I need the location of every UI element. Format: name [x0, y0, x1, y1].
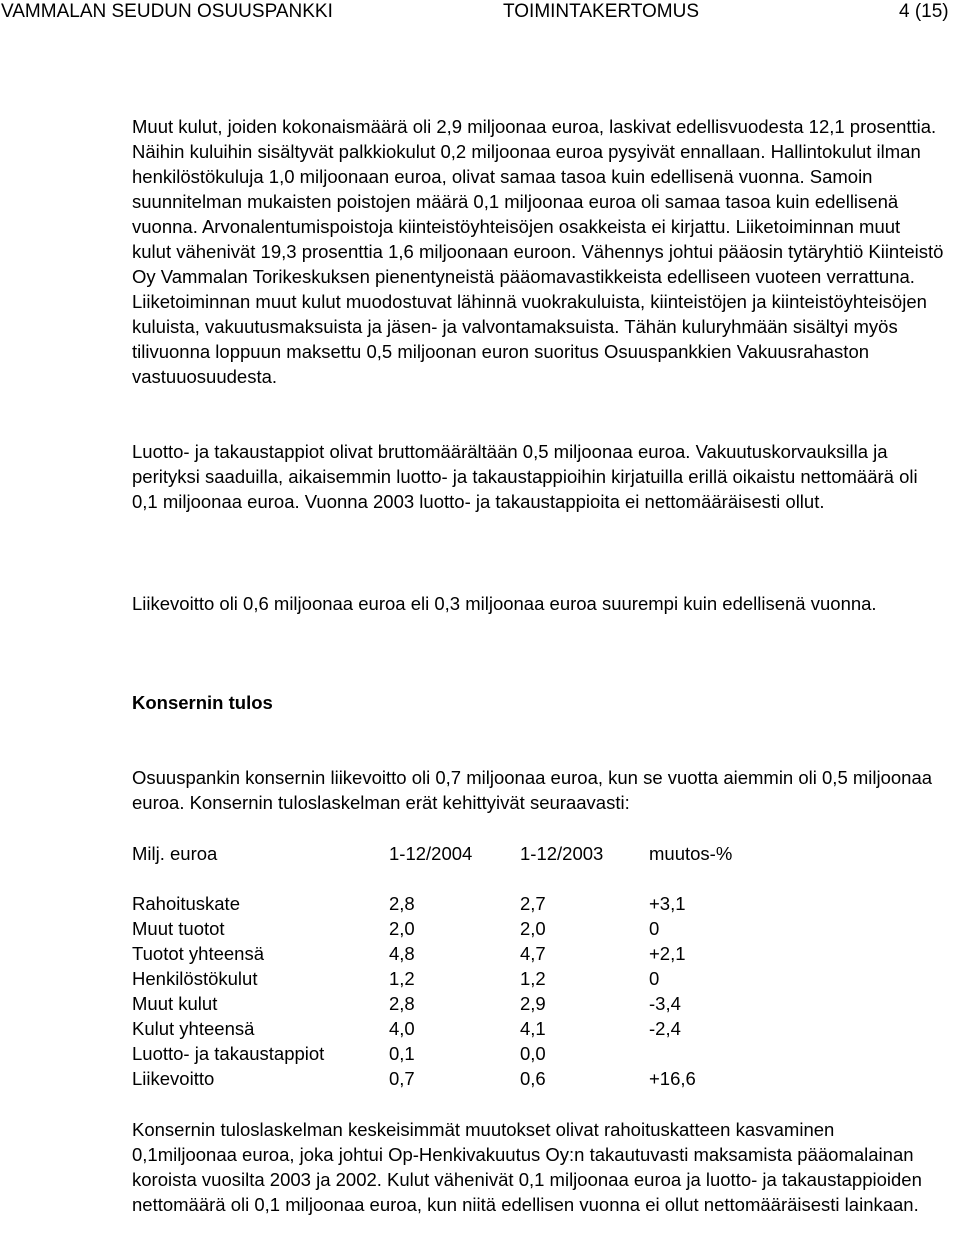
paragraph-group-changes: Konsernin tuloslaskelman keskeisimmät muutokset olivat rahoituskatteen kasvaminen 0,1miljoonaa euroa, joka johtui Op-Henkivakuutus Oy:n takautuvasti maksamista pääomalainan koroista vuosilta 2003 ja 2002. Kulut vähenivät 0,1 miljoonaa euroa ja luotto- ja takaustappioiden nettomäärä oli 0,1 miljoonaa euroa, kun niitä edellisen vuonna ei ollut nettomääräisesti lainkaan. — [132, 1119, 922, 1215]
table-cell: 2,8 — [389, 993, 415, 1014]
table-header-cell: 1-12/2003 — [520, 843, 604, 864]
paragraph-operating-profit: Liikevoitto oli 0,6 miljoonaa euroa eli 0,3 miljoonaa euroa suurempi kuin edellisenä vuonna. — [132, 593, 877, 614]
paragraph-credit-losses: Luotto- ja takaustappiot olivat bruttomäärältään 0,5 miljoonaa euroa. Vakuutuskorvauksilla ja perityksi saaduilla, aikaisemmin luotto- ja takaustappioihin kirjatuilla erillä oikaistu nettomäärä oli 0,1 miljoonaa euroa. Vuonna 2003 luotto- ja takaustappioita ei nettomääräisesti ollut. — [132, 441, 918, 512]
table-header-cell: Milj. euroa — [132, 843, 218, 864]
table-cell: 0,1 — [389, 1043, 415, 1064]
table-cell: 0 — [649, 968, 660, 989]
page-header — [0, 0, 960, 24]
table-cell: +3,1 — [649, 893, 686, 914]
table-cell: 2,0 — [389, 918, 415, 939]
table-cell: +16,6 — [649, 1068, 696, 1089]
table-cell: 4,1 — [520, 1018, 546, 1039]
table-cell: Luotto- ja takaustappiot — [132, 1043, 325, 1064]
table-cell: 1,2 — [389, 968, 415, 989]
table-cell: Kulut yhteensä — [132, 1018, 255, 1039]
table-cell: -2,4 — [649, 1018, 681, 1039]
table-cell: 2,0 — [520, 918, 546, 939]
table-cell: 0,7 — [389, 1068, 415, 1089]
table-cell: 2,7 — [520, 893, 546, 914]
table-cell: Liikevoitto — [132, 1068, 215, 1089]
table-cell: 0 — [649, 918, 660, 939]
company-name: VAMMALAN SEUDUN OSUUSPANKKI — [1, 1, 333, 22]
table-cell: 0,6 — [520, 1068, 546, 1089]
table-header-cell: 1-12/2004 — [389, 843, 473, 864]
document-title: TOIMINTAKERTOMUS — [503, 1, 700, 22]
section-heading: Konsernin tulos — [132, 692, 273, 713]
table-cell: 4,8 — [389, 943, 415, 964]
table-cell: -3,4 — [649, 993, 681, 1014]
table-cell: 2,9 — [520, 993, 546, 1014]
table-cell: Muut tuotot — [132, 918, 225, 939]
table-cell: 0,0 — [520, 1043, 546, 1064]
table-cell: 1,2 — [520, 968, 546, 989]
page-number: 4 (15) — [899, 1, 949, 22]
table-cell: Henkilöstökulut — [132, 968, 258, 989]
table-cell: Rahoituskate — [132, 893, 240, 914]
table-header-cell: muutos-% — [649, 843, 733, 864]
paragraph-other-expenses: Muut kulut, joiden kokonaismäärä oli 2,9 miljoonaa euroa, laskivat edellisvuodesta 12,1 prosenttia. Näihin kuluihin sisältyvät palkkiokulut 0,2 miljoonaa euroa pysyivät ennallaan. Hallintokulut ilman henkilöstökuluja 1,0 miljoonaan euroa, olivat samaa tasoa kuin edellisenä vuonna. Samoin suunnitelman mukaisten poistojen määrä 0,1 miljoonaa euroa oli samaa tasoa kuin edellisenä vuonna. Arvonalentumispoistoja kiinteistöyhteisöjen osakkeista ei kirjattu. Liiketoiminnan muut kulut vähenivät 19,3 prosenttia 1,6 miljoonaan euroon. Vähennys johtui pääosin tytäryhtiö Kiinteistö Oy Vammalan Torikeskuksen pienentyneistä pääomavastikkeista edelliseen vuoteen verrattuna. Liiketoiminnan muut kulut muodostuvat lähinnä vuokrakuluista, kiinteistöjen ja kiinteistöyhteisöjen kuluista, vakuutusmaksuista ja jäsen- ja valvontamaksuista. Tähän kuluryhmään sisältyi myös tilivuonna loppuun maksettu 0,5 miljoonan euron suoritus Osuuspankkien Vakuusrahaston vastuuosuudesta. — [132, 116, 944, 387]
paragraph-group-result: Osuuspankin konsernin liikevoitto oli 0,7 miljoonaa euroa, kun se vuotta aiemmin oli 0,5 miljoonaa euroa. Konsernin tuloslaskelman erät kehittyivät seuraavasti: — [132, 767, 933, 813]
table-cell: Muut kulut — [132, 993, 218, 1014]
table-cell: +2,1 — [649, 943, 686, 964]
table-cell: 2,8 — [389, 893, 415, 914]
table-cell: 4,7 — [520, 943, 546, 964]
table-cell: Tuotot yhteensä — [132, 943, 264, 964]
table-cell: 4,0 — [389, 1018, 415, 1039]
